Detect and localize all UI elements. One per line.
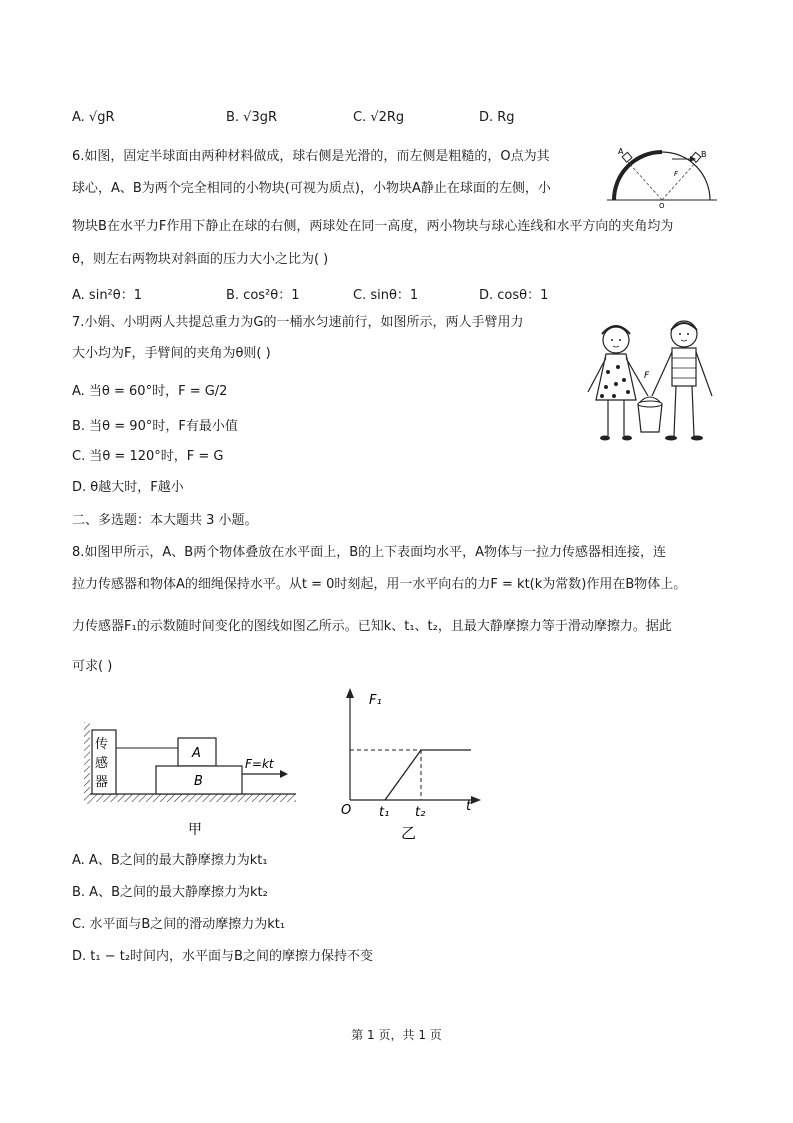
sensor-label-3: 器 — [95, 775, 109, 790]
page-footer: 第 1 页，共 1 页 — [351, 1028, 442, 1042]
q7-text-line1: 7.小娟、小明两人共提总重力为G的一桶水匀速前行，如图所示，两人手臂用力 — [72, 315, 524, 330]
radius-to-b — [662, 162, 696, 200]
q6-text-line4: θ，则左右两物块对斜面的压力大小之比为( ) — [72, 252, 329, 267]
q5-option-a: A. √gR — [72, 110, 115, 125]
q8-option-b: B. A、B之间的最大静摩擦力为kt₂ — [72, 885, 268, 900]
girl-dress — [596, 354, 636, 400]
section2-heading: 二、多选题：本大题共 3 小题。 — [72, 513, 258, 528]
block-b-label: B — [194, 774, 203, 789]
q6-text-line1: 6.如图，固定半球面由两种材料做成，球右侧是光滑的，而左侧是粗糙的，O点为其 — [72, 149, 550, 164]
q7-option-b: B. 当θ = 90°时，F有最小值 — [72, 419, 238, 434]
q6-hemisphere-figure — [602, 140, 722, 208]
q7-option-d: D. θ越大时，F越小 — [72, 480, 184, 495]
q6-option-d: D. cosθ：1 — [479, 288, 549, 303]
boy-arm — [652, 352, 672, 396]
q8-option-c: C. 水平面与B之间的滑动摩擦力为kt₁ — [72, 917, 286, 932]
q7-children-bucket-figure — [578, 312, 723, 450]
label-f: F — [644, 371, 650, 381]
q7-option-c: C. 当θ = 120°时，F = G — [72, 449, 224, 464]
y-label: F₁ — [369, 693, 382, 708]
force-label: F=kt — [245, 757, 274, 771]
block-a — [622, 152, 632, 162]
q8-text-line2: 拉力传感器和物体A的细绳保持水平。从t = 0时刻起，用一水平向右的力F = kt(k为常数)作用在B物体上。 — [72, 577, 687, 592]
label-o: O — [659, 202, 665, 208]
bucket — [638, 404, 662, 432]
t1-label: t₁ — [379, 805, 390, 820]
block-a-label: A — [192, 746, 201, 761]
ramp-line — [385, 750, 421, 800]
q8-text-line4: 可求( ) — [72, 659, 113, 674]
q6-text-line3: 物块B在水平力F作用下静止在球的右侧，两球处在同一高度，两小物块与球心连线和水平方向的夹角均为 — [72, 219, 674, 234]
rough-left-surface — [614, 152, 662, 200]
q5-option-b: B. √3gR — [226, 110, 278, 125]
label-b: B — [701, 150, 707, 159]
q8-text-line3: 力传感器F₁的示数随时间变化的图线如图乙所示。已知k、t₁、t₂，且最大静摩擦力等于滑动摩擦力。据此 — [72, 619, 672, 634]
wall — [84, 722, 90, 804]
label-f: F — [674, 170, 679, 178]
q6-option-c: C. sinθ：1 — [353, 288, 419, 303]
q6-option-b: B. cos²θ：1 — [226, 288, 300, 303]
label-a: A — [618, 147, 624, 156]
boy-shirt — [672, 348, 696, 386]
q5-option-d: D. Rg — [479, 110, 515, 125]
ground — [90, 794, 296, 802]
q6-text-line2: 球心，A、B为两个完全相同的小物块(可视为质点)，小物块A静止在球面的左侧，小 — [72, 181, 551, 196]
q7-text-line2: 大小均为F，手臂间的夹角为θ则( ) — [72, 346, 271, 361]
q8-text-line1: 8.如图甲所示，A、B两个物体叠放在水平面上，B的上下表面均水平，A物体与一拉力传感器相连接，连 — [72, 545, 667, 560]
sensor-label-2: 感 — [95, 756, 109, 771]
sensor-label-1: 传 — [95, 737, 109, 752]
radius-to-a — [628, 162, 662, 200]
t2-label: t₂ — [415, 805, 426, 820]
q7-option-a: A. 当θ = 60°时，F = G/2 — [72, 384, 228, 399]
origin-label: O — [341, 803, 352, 818]
q8-option-a: A. A、B之间的最大静摩擦力为kt₁ — [72, 853, 268, 868]
q6-option-a: A. sin²θ：1 — [72, 288, 142, 303]
q8-figure-jia — [84, 722, 304, 842]
q5-option-c: C. √2Rg — [353, 110, 405, 125]
q8-figure-yi — [335, 686, 485, 842]
q8-option-d: D. t₁ − t₂时间内，水平面与B之间的摩擦力保持不变 — [72, 949, 373, 964]
boy-head — [671, 321, 697, 347]
caption-jia: 甲 — [188, 822, 202, 838]
caption-yi: 乙 — [401, 824, 417, 842]
girl-head — [603, 327, 629, 353]
x-label: t — [466, 799, 472, 814]
